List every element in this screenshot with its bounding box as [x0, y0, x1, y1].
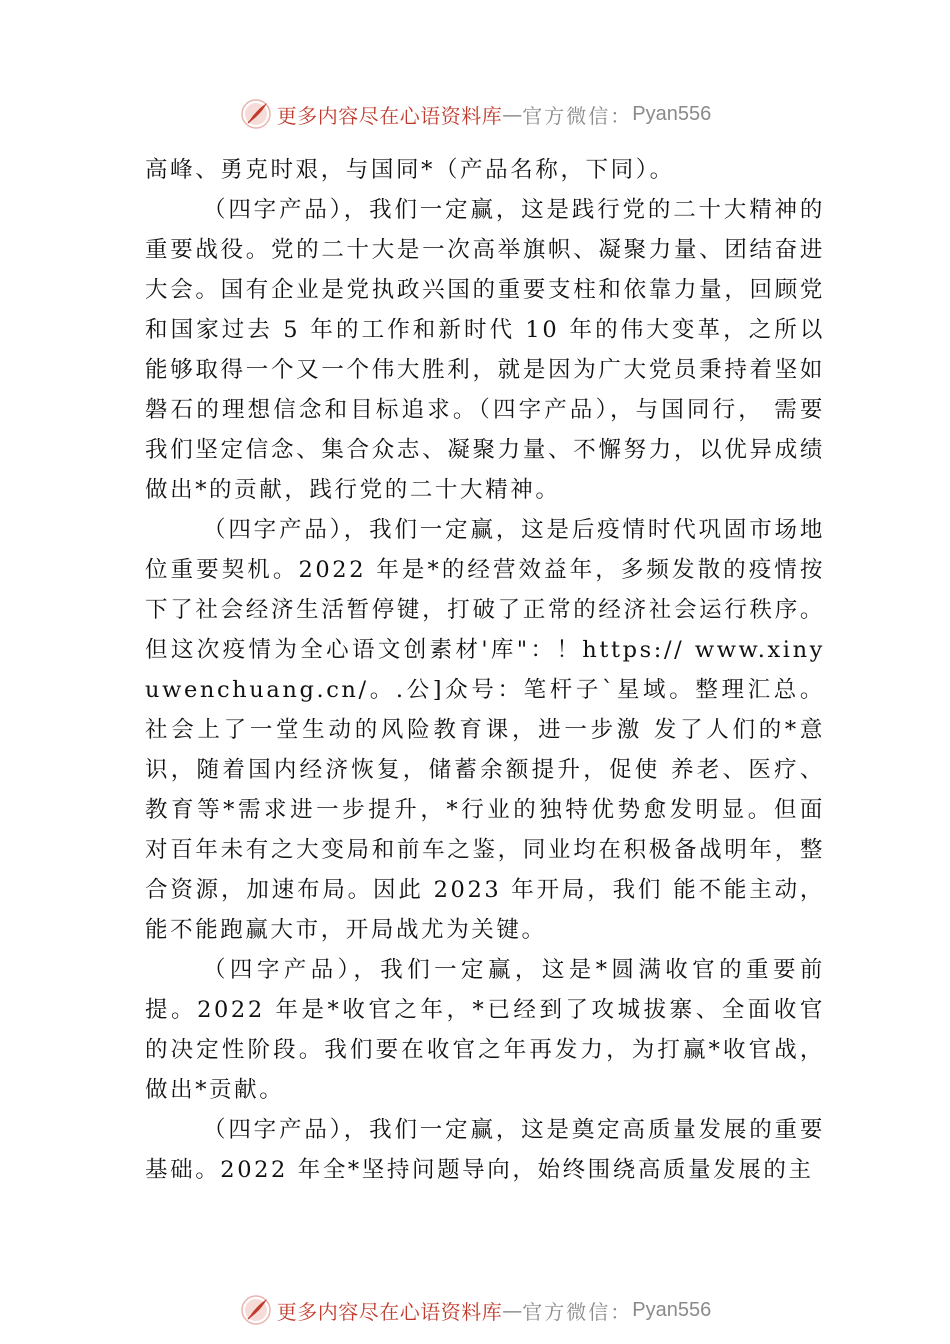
paragraph: （四字产品），我们一定赢，这是奠定高质量发展的重要基础。2022 年全*坚持问题导向，始终围绕高质量发展的主	[145, 1117, 825, 1183]
banner-dash: —	[502, 102, 523, 126]
banner-brand-text: 更多内容尽在心语资料库	[276, 103, 503, 128]
quill-logo-icon	[239, 97, 273, 131]
footer-banner	[0, 1290, 950, 1330]
banner-wechat-id: Pyan556	[632, 1298, 712, 1321]
banner-wechat-label: 官方微信：	[522, 1299, 633, 1324]
quill-logo-icon	[239, 1293, 273, 1327]
paragraph: （四字产品），我们一定赢，这是*圆满收官的重要前提。2022 年是*收官之年，*已经到了攻城拔寨、全面收官的决定性阶段。我们要在收官之年再发力，为打赢*收官战，做出*贡献。	[145, 957, 825, 1103]
paragraph-continuation: 高峰、勇克时艰，与国同*（产品名称，下同）。	[145, 157, 675, 183]
document-body	[145, 150, 825, 1190]
banner-wechat-id: Pyan556	[632, 102, 712, 125]
header-banner	[0, 94, 950, 134]
banner-wechat-label: 官方微信：	[522, 103, 633, 128]
banner-dash: —	[502, 1298, 523, 1322]
banner-brand-text: 更多内容尽在心语资料库	[276, 1299, 503, 1324]
paragraph: （四字产品），我们一定赢，这是后疫情时代巩固市场地位重要契机。2022 年是*的经营效益年，多频发散的疫情按下了社会经济生活暂停键，打破了正常的经济社会运行秩序。但这次疫情为全心语文创素材'库"：！https:// www.xinyuwenchuang.cn/。.公]众号：笔杆子`星域。整理汇总。社会上了一堂生动的风险教育课，进一步激 发了人们的*意识，随着国内经济恢复，储蓄余额提升，促使 养老、医疗、教育等*需求进一步提升，*行业的独特优势愈发明显。但面对百年未有之大变局和前车之鉴，同业均在积极备战明年，整合资源，加速布局。因此 2023 年开局，我们 能不能主动，能不能跑赢大市，开局战尤为关键。	[145, 517, 825, 943]
paragraph: （四字产品），我们一定赢，这是践行党的二十大精神的重要战役。党的二十大是一次高举旗帜、凝聚力量、团结奋进大会。国有企业是党执政兴国的重要支柱和依靠力量，回顾党和国家过去 5 年的工作和新时代 10 年的伟大变革，之所以能够取得一个又一个伟大胜利，就是因为广大党员秉持着坚如磐石的理想信念和目标追求。（四字产品），与国同行， 需要我们坚定信念、集合众志、凝聚力量、不懈努力，以优异成绩做出*的贡献，践行党的二十大精神。	[145, 197, 825, 503]
